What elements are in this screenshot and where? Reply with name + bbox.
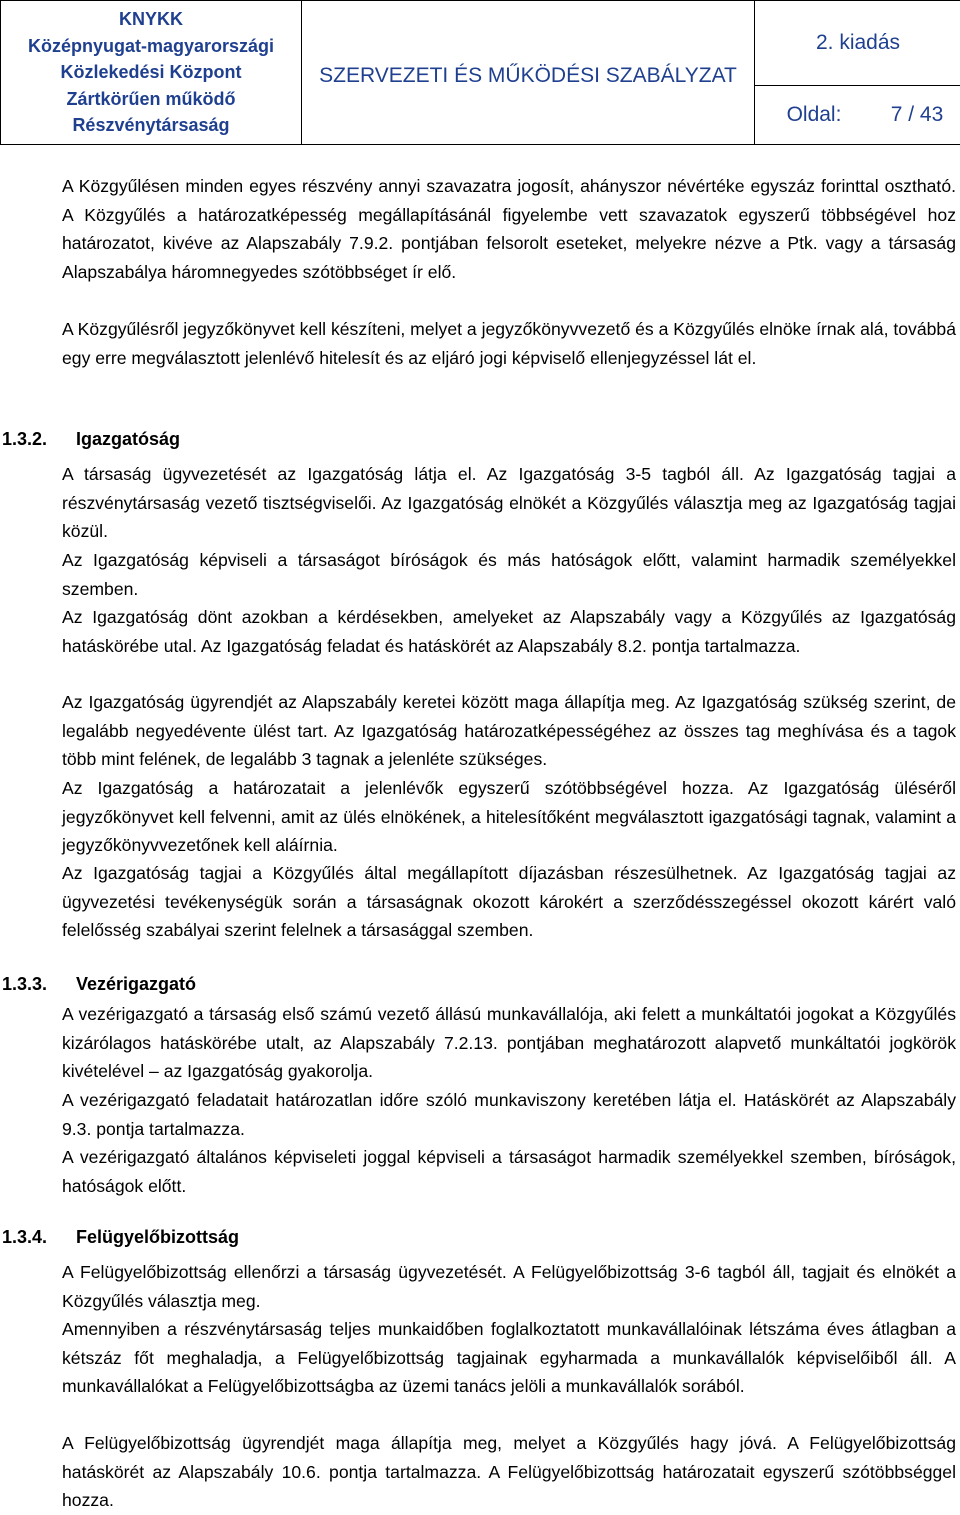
document-title: SZERVEZETI ÉS MŰKÖDÉSI SZABÁLYZAT <box>302 58 754 88</box>
company-name-cell <box>1 1 302 145</box>
section-title: Vezérigazgató <box>76 974 196 994</box>
section-paragraph: A vezérigazgató a társaság első számú vezető állású munkavállalója, aki felett a munkáltatói jogokat a Közgyűlés kizárólagos hatáskörébe utalt, az Alapszabály 7.2.13. pontjában meghatározott alapvető munkáltatói jogkörök kivételével – az Igazgatóság gyakorolja. <box>62 1000 956 1086</box>
section-heading-igazgatosag <box>2 425 180 453</box>
intro-paragraph-2: A Közgyűlésről jegyzőkönyvet kell készíteni, melyet a jegyzőkönyvvezető és a Közgyűlés elnöke írnak alá, továbbá egy erre megválasztott jelenlévő hitelesít és az eljáró jogi képviselő ellenjegyzéssel lát el. <box>62 315 956 372</box>
section-paragraph: Amennyiben a részvénytársaság teljes munkaidőben foglalkoztatott munkavállalóinak létszáma éves átlagban a kétszáz főt meghaladja, a Felügyelőbizottság tagjainak egyharmada a munkavállalók képviselőiből áll. A munkavállalókat a Felügyelőbizottságba az üzemi tanács jelöli a munkavállalók sorából. <box>62 1315 956 1401</box>
section-heading-felugyelobizottsag <box>2 1223 239 1251</box>
company-line-5: Részvénytársaság <box>1 112 301 139</box>
section-paragraph: Az Igazgatóság a határozatait a jelenlévők egyszerű szótöbbségével hozza. Az Igazgatóság üléséről jegyzőkönyvet kell felvenni, amit az ülés elnökének, a hitelesítőként megválasztott igazgatósági tagnak, valamint a jegyzőkönyvvezetőnek kell aláírnia. <box>62 774 956 860</box>
company-line-2: Középnyugat-magyarországi <box>1 33 301 60</box>
section-paragraph: A Felügyelőbizottság ellenőrzi a társaság ügyvezetését. A Felügyelőbizottság 3-6 tagból áll, tagjait és elnökét a Közgyűlés választja meg. <box>62 1258 956 1315</box>
section-number: 1.3.2. <box>2 425 76 453</box>
section-paragraph: Az Igazgatóság ügyrendjét az Alapszabály keretei között maga állapítja meg. Az Igazgatóság szükség szerint, de legalább negyedévente ülést tart. Az Igazgatóság határozatképességéhez az összes tag meghívása és a tagok több mint felének, de legalább 3 tagnak a jelenléte szükséges. <box>62 688 956 774</box>
page-value: 7 / 43 <box>873 103 960 127</box>
intro-paragraph-1: A Közgyűlésen minden egyes részvény annyi szavazatra jogosít, ahányszor névértéke egyszáz forinttal osztható. A Közgyűlés a határozatképesség megállapításánál figyelembe vett szavazatok egyszerű többségével hoz határozatot, kivéve az Alapszabály 7.9.2. pontjában felsorolt eseteket, melyekre nézve a Ptk. vagy a társaság Alapszabálya háromnegyedes szótöbbséget ír elő. <box>62 172 956 287</box>
section-paragraph: Az Igazgatóság képviseli a társaságot bíróságok és más hatóságok előtt, valamint harmadik személyekkel szemben. <box>62 546 956 603</box>
section-paragraph: A Felügyelőbizottság ügyrendjét maga állapítja meg, melyet a Közgyűlés hagy jóvá. A Felügyelőbizottság hatáskörét az Alapszabály 10.6. pontja tartalmazza. A Felügyelőbizottság határozatait egyszerű szótöbbséggel hozza. <box>62 1429 956 1515</box>
section-heading-vezerigazgato <box>2 970 196 998</box>
meta-cell <box>755 1 960 145</box>
section-paragraph: A vezérigazgató feladatait határozatlan időre szóló munkaviszony keretében látja el. Hatáskörét az Alapszabály 9.3. pontja tartalmazza. <box>62 1086 956 1143</box>
section-number: 1.3.3. <box>2 970 76 998</box>
company-line-3: Közlekedési Központ <box>1 59 301 86</box>
page-number <box>755 86 960 144</box>
company-line-4: Zártkörűen működő <box>1 86 301 113</box>
edition: 2. kiadás <box>755 1 960 86</box>
section-paragraph: A társaság ügyvezetését az Igazgatóság látja el. Az Igazgatóság 3-5 tagból áll. Az Igazgatóság tagjai a részvénytársaság vezető tisztségviselői. Az Igazgatóság elnökét a Közgyűlés választja meg az Igazgatóság tagjai közül. <box>62 460 956 546</box>
section-title: Felügyelőbizottság <box>76 1227 239 1247</box>
section-paragraph: A vezérigazgató általános képviseleti joggal képviseli a társaságot harmadik személyekkel szemben, bíróságok, hatóságok előtt. <box>62 1143 956 1200</box>
page-label: Oldal: <box>755 103 873 127</box>
company-line-1: KNYKK <box>1 6 301 33</box>
section-number: 1.3.4. <box>2 1223 76 1251</box>
section-title: Igazgatóság <box>76 429 180 449</box>
doc-title-cell <box>302 1 755 145</box>
page-header <box>0 0 960 145</box>
section-paragraph: Az Igazgatóság dönt azokban a kérdésekben, amelyeket az Alapszabály vagy a Közgyűlés az Igazgatóság hatáskörébe utal. Az Igazgatóság feladat és hatáskörét az Alapszabály 8.2. pontja tartalmazza. <box>62 603 956 660</box>
section-paragraph: Az Igazgatóság tagjai a Közgyűlés által megállapított díjazásban részesülhetnek. Az Igazgatóság tagjai az ügyvezetési tevékenységük során a társaságnak okozott károkért a szerződésszegéssel okozott kárért való felelősség szabályai szerint felelnek a társasággal szemben. <box>62 859 956 945</box>
